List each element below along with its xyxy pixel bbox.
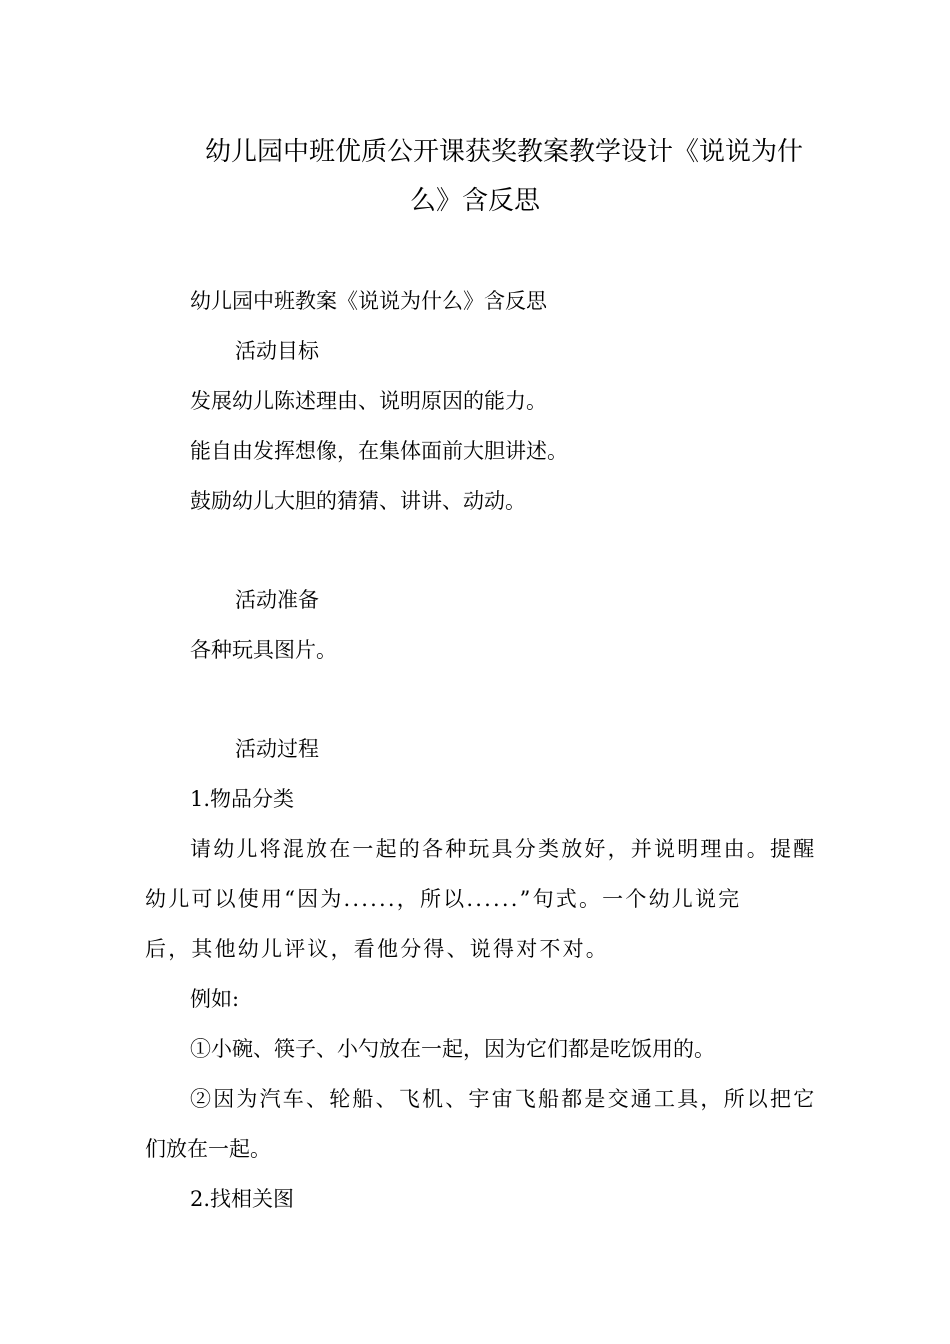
goal-item-1: 发展幼儿陈述理由、说明原因的能力。 [190,389,547,413]
lesson-subtitle: 幼儿园中班教案《说说为什么》含反思 [190,289,547,313]
document-title-line-1: 幼儿园中班优质公开课获奖教案教学设计《说说为什 [205,137,804,167]
goal-item-3: 鼓励幼儿大胆的猜猜、讲讲、动动。 [190,489,526,513]
paragraph-line: 请幼儿将混放在一起的各种玩具分类放好，并说明理由。提醒 [190,837,817,861]
section-heading-goals: 活动目标 [235,339,319,363]
paragraph-line: 后，其他幼儿评议，看他分得、说得对不对。 [145,937,609,961]
example-item-2: ②因为汽车、轮船、飞机、宇宙飞船都是交通工具，所以把它 [190,1087,817,1111]
goal-item-2: 能自由发挥想像，在集体面前大胆讲述。 [190,439,568,463]
step-heading-1: 1.物品分类 [190,787,295,811]
document-title-line-2: 么》含反思 [410,186,541,216]
example-item-1: ①小碗、筷子、小勺放在一起，因为它们都是吃饭用的。 [190,1037,715,1061]
example-label: 例如: [190,987,240,1011]
section-heading-preparation: 活动准备 [235,588,319,612]
step-heading-2: 2.找相关图 [190,1187,295,1211]
preparation-item: 各种玩具图片。 [190,638,337,662]
paragraph-line: 幼儿可以使用“因为......，所以......”句式。一个幼儿说完 [145,887,742,911]
example-item-2-continued: 们放在一起。 [145,1137,271,1161]
section-heading-process: 活动过程 [235,737,319,761]
